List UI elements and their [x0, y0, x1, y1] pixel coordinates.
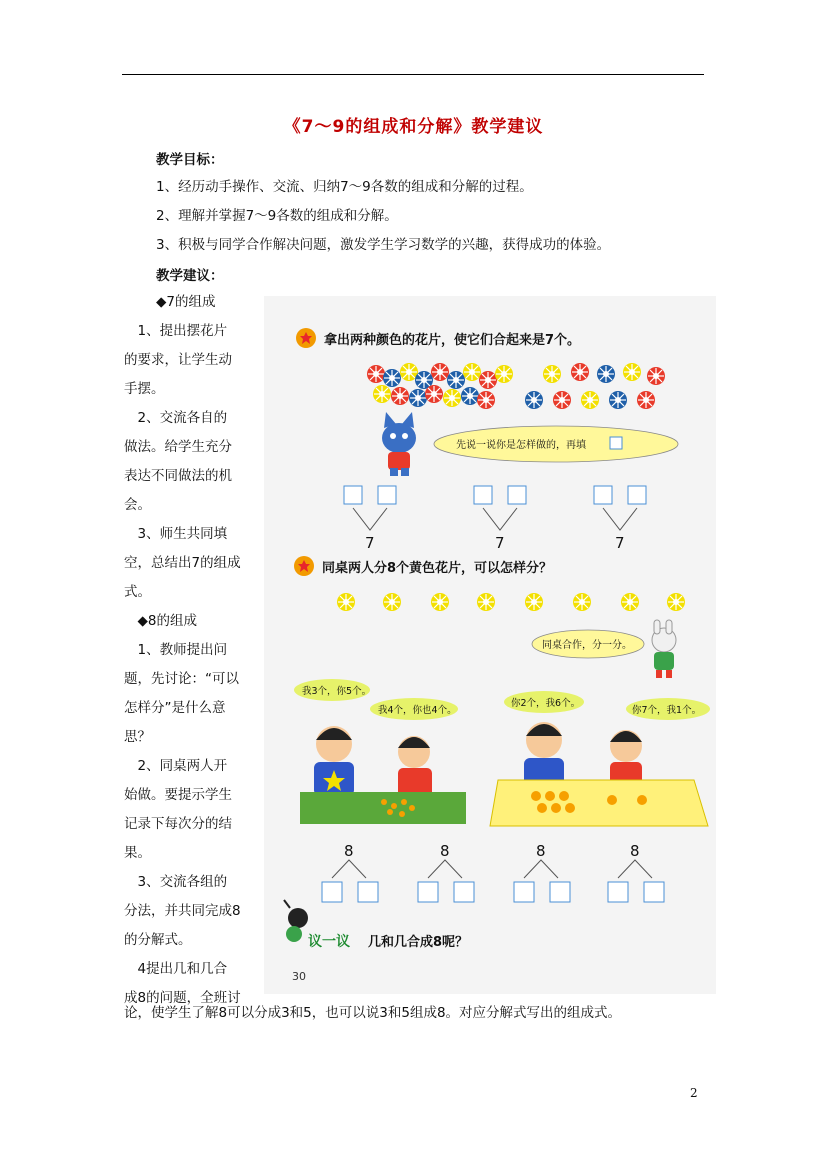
tree-total: 7 — [615, 534, 625, 552]
speech-text: 我3个，你5个。 — [302, 686, 372, 697]
column-line: 1、提出摆花片 — [124, 323, 228, 339]
column-line: 始做。要提示学生 — [124, 787, 232, 803]
column-line: 的要求，让学生动 — [124, 352, 232, 368]
column-line: 表达不同做法的机 — [124, 468, 232, 484]
goal-item: 2、理解并掌握7～9各数的组成和分解。 — [156, 208, 398, 224]
column-line: 3、交流各组的 — [124, 874, 228, 890]
star-badge-icon — [296, 328, 316, 348]
suggestions-column — [124, 288, 252, 1013]
goals-heading: 教学目标： — [156, 152, 224, 168]
bubble-1-text: 先说一说你是怎样做的，再填 — [456, 440, 586, 451]
column-line: 手摆。 — [124, 381, 165, 397]
column-line: 3、师生共同填 — [124, 526, 228, 542]
speech-bubble — [434, 426, 678, 462]
column-line: 分法，并共同完成8 — [124, 903, 241, 919]
column-line: 思？ — [124, 729, 151, 745]
speech-text: 你7个，我1个。 — [632, 705, 702, 716]
column-line: 果。 — [124, 845, 151, 861]
discuss-label: 议一议 — [308, 934, 350, 950]
goal-item: 3、积极与同学合作解决问题，激发学生学习数学的兴趣，获得成功的体验。 — [156, 237, 611, 253]
suggestions-heading: 教学建议： — [156, 268, 224, 284]
discuss-ant-icon — [284, 900, 308, 942]
star-badge-icon — [294, 556, 314, 576]
column-line: 1、教师提出问 — [124, 642, 228, 658]
column-line: 怎样分”是什么意 — [124, 700, 226, 716]
last-line: 论，使学生了解8可以分成3和5，也可以说3和5组成8。对应分解式写出的组成式。 — [124, 1005, 622, 1021]
speech-text: 我4个，你也4个。 — [378, 705, 457, 716]
column-line: ◆8的组成 — [124, 613, 197, 629]
discuss-text: 几和几合成8呢？ — [368, 935, 469, 950]
column-line: 成8的问题，全班讨 — [124, 990, 241, 1006]
page-number: 2 — [690, 1086, 698, 1100]
tree-total: 7 — [495, 534, 505, 552]
flower-chips — [367, 363, 665, 409]
column-line: 的分解式。 — [124, 932, 192, 948]
textbook-figure — [264, 296, 716, 994]
decomposition-trees-8 — [322, 860, 664, 902]
column-line: 4提出几和几合 — [124, 961, 228, 977]
speech-bubble — [532, 630, 644, 658]
column-line: 2、交流各自的 — [124, 410, 228, 426]
column-line: ◆7的组成 — [156, 294, 216, 310]
children-illustration — [300, 722, 708, 826]
composition-trees-7 — [344, 486, 646, 530]
column-line: 记录下每次分的结 — [124, 816, 232, 832]
column-line: 做法。给学生充分 — [124, 439, 232, 455]
bubble-2-text: 同桌合作，分一分。 — [542, 640, 632, 651]
book-page-number: 30 — [292, 970, 306, 983]
page-title: 《7～9的组成和分解》教学建议 — [283, 117, 544, 137]
column-line: 空，总结出7的组成 — [124, 555, 241, 571]
tree-total: 8 — [344, 842, 354, 860]
task-2-text: 同桌两人分8个黄色花片，可以怎样分？ — [322, 561, 553, 576]
rabbit-mascot-icon — [652, 620, 676, 678]
column-line: 题，先讨论：“可以 — [124, 671, 239, 687]
tree-total: 8 — [630, 842, 640, 860]
cat-mascot-icon — [382, 412, 416, 476]
column-line: 2、同桌两人开 — [124, 758, 228, 774]
goal-item: 1、经历动手操作、交流、归纳7～9各数的组成和分解的过程。 — [156, 179, 533, 195]
dialogue-bubbles — [294, 679, 710, 720]
tree-total: 8 — [440, 842, 450, 860]
tree-total: 8 — [536, 842, 546, 860]
header-rule — [122, 74, 704, 75]
column-line: 式。 — [124, 584, 151, 600]
yellow-flower-row — [337, 593, 685, 611]
speech-text: 你2个，我6个。 — [511, 698, 581, 709]
task-1-text: 拿出两种颜色的花片，使它们合起来是7个。 — [324, 333, 581, 348]
column-line: 会。 — [124, 497, 151, 513]
tree-total: 7 — [365, 534, 375, 552]
